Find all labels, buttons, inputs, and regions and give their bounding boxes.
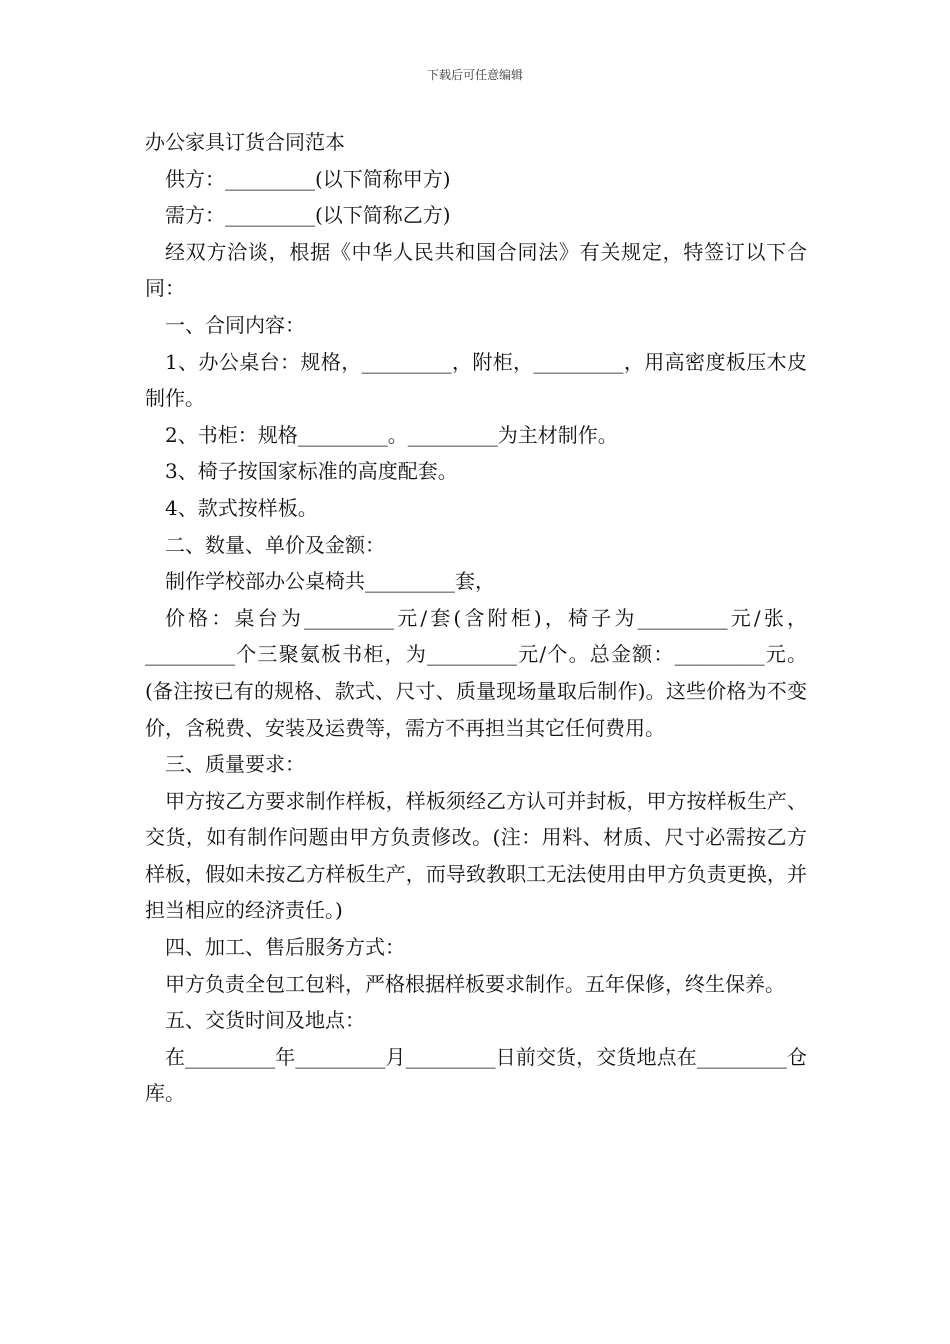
price-paragraph: 价格：桌台为_________元/套(含附柜)，椅子为_________元/张，_________个三聚氨板书柜，为_________元/个。总金额：_________元。(备注按已有的规格、款式、尺寸、质量现场量取后制作)。这些价格为不变价，含税费、安装及运费等，需方不再担当其它任何费用。: [145, 605, 807, 740]
supplier-line: 供方：_________(以下简称甲方): [165, 166, 451, 191]
section-3-heading: 三、质量要求：: [165, 752, 305, 777]
clause-1-2: 2、书柜：规格_________。_________为主材制作。: [165, 422, 618, 447]
service-paragraph: 甲方负责全包工包料，严格根据样板要求制作。五年保修，终生保养。: [165, 971, 785, 996]
delivery-paragraph: 在_________年_________月_________日前交货，交货地点在_________仓库。: [145, 1044, 807, 1106]
section-1-heading: 一、合同内容：: [165, 312, 305, 337]
document-body: [145, 124, 807, 1112]
clause-1-1: 1、办公桌台：规格，_________，附柜，_________，用高密度板压木皮制作。: [145, 349, 807, 411]
preamble-paragraph: 经双方洽谈，根据《中华人民共和国合同法》有关规定，特签订以下合同：: [145, 239, 807, 301]
buyer-line: 需方：_________(以下简称乙方): [165, 203, 451, 228]
quantity-line: 制作学校部办公桌椅共_________套，: [165, 569, 495, 594]
page-header: 下载后可任意编辑: [426, 68, 523, 82]
document-title: 办公家具订货合同范本: [145, 130, 345, 154]
section-4-heading: 四、加工、售后服务方式：: [165, 935, 405, 960]
section-2-heading: 二、数量、单价及金额：: [165, 532, 385, 557]
clause-1-4: 4、款式按样板。: [165, 495, 318, 520]
quality-paragraph: 甲方按乙方要求制作样板，样板须经乙方认可并封板，甲方按样板生产、交货，如有制作问题由甲方负责修改。(注：用料、材质、尺寸必需按乙方样板，假如未按乙方样板生产，而导致教职工无法使用由甲方负责更换，并担当相应的经济责任。): [145, 788, 807, 923]
clause-1-3: 3、椅子按国家标准的高度配套。: [165, 459, 458, 484]
section-5-heading: 五、交货时间及地点：: [165, 1008, 365, 1033]
